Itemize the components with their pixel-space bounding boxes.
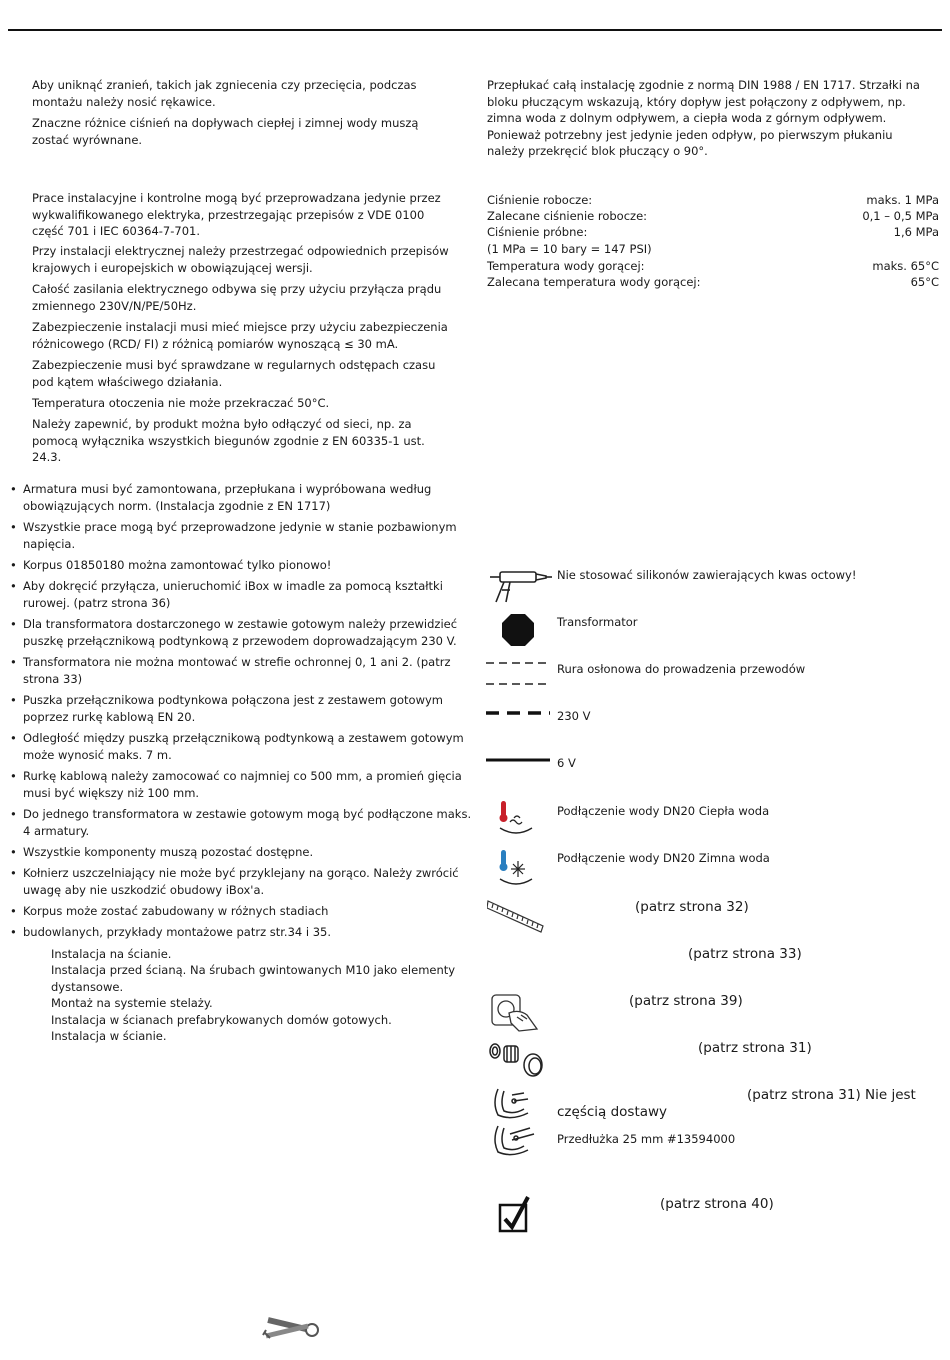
ref-page-31b: (patrz strona 31) Nie jest xyxy=(747,1087,916,1103)
install-type: Instalacja w ścianie. xyxy=(51,1029,167,1043)
line-230v-icon xyxy=(486,709,550,717)
not-included: częścią dostawy xyxy=(557,1104,668,1120)
spec-label: Ciśnienie robocze: xyxy=(487,193,593,207)
spec-label: Temperatura wody gorącej: xyxy=(487,259,645,273)
spec-row xyxy=(487,258,939,275)
spec-row xyxy=(487,241,939,258)
bullet-item: • Armatura musi być zamontowana, przepłukana i wypróbowana według obowiązujących norm. (Instalacja zgodnie z EN 1717) xyxy=(10,481,473,514)
header-rule xyxy=(8,29,942,31)
safety-pressure: Znaczne różnice ciśnień na dopływach ciepłej i zimnej wody muszą zostać wyrównane. xyxy=(32,116,419,147)
legend-transformer: Transformator xyxy=(557,615,638,629)
spec-row xyxy=(487,208,939,225)
bullet-item: • Korpus 01850180 można zamontować tylko pionowo! xyxy=(10,557,473,574)
spec-value: 65°C xyxy=(910,275,939,289)
spec-label: Zalecane ciśnienie robocze: xyxy=(487,209,648,223)
flushing-text: Przepłukać całą instalację zgodnie z normą DIN 1988 / EN 1717. Strzałki na bloku płuczącym wskazują, który dopływ jest połączony z odpływem, np. zimna woda z dolnym odpływem, a ciepła woda z górnym odpływem. Ponieważ potrzebny jest jedynie jeden odpływ, po pierwszym płukaniu należy przekręcić blok płuczący o 90°. xyxy=(487,78,920,158)
spec-row xyxy=(487,274,939,291)
spec-value: 0,1 – 0,5 MPa xyxy=(862,209,939,223)
ref-page-40: (patrz strona 40) xyxy=(660,1196,774,1212)
elec-check: Zabezpieczenie musi być sprawdzane w regularnych odstępach czasu pod kątem właściwego działania. xyxy=(32,358,436,389)
bullet-item: • Puszka przełącznikowa podtynkowa połączona jest z zestawem gotowym poprzez rurkę kablową EN 20. xyxy=(10,692,473,725)
elec-ambient: Temperatura otoczenia nie może przekraczać 50°C. xyxy=(32,396,330,410)
bullet-item: • Do jednego transformatora w zestawie gotowym mogą być podłączone maks. 4 armatury. xyxy=(10,806,473,839)
bullet-item: • Wszystkie komponenty muszą pozostać dostępne. xyxy=(10,844,473,861)
silicone-gun-icon xyxy=(486,568,552,604)
extension-25mm-icon xyxy=(490,1122,538,1158)
bullet-item: • Wszystkie prace mogą być przeprowadzone jedynie w stanie pozbawionym napięcia. xyxy=(10,519,473,552)
bullet-item: • Odległość między puszką przełącznikową podtynkową a zestawem gotowym może wynosić maks. 7 m. xyxy=(10,730,473,763)
bullet-item: • Rurkę kablową należy zamocować co najmniej co 500 mm, a promień gięcia musi być większy niż 100 mm. xyxy=(10,768,473,801)
transformer-icon xyxy=(501,613,535,647)
bullet-item: • Aby dokręcić przyłącza, unieruchomić iBox w imadle za pomocą kształtki rurowej. (patrz strona 36) xyxy=(10,578,473,611)
bullet-item: • Kołnierz uszczelniający nie może być przyklejany na gorąco. Należy zwrócić uwagę aby nie uszkodzić obudowy iBox'a. xyxy=(10,865,473,898)
elec-qualified: Prace instalacyjne i kontrolne mogą być przeprowadzana jedynie przez wykwalifikowanego elektryka, przestrzegając przepisów z VDE 0100 część 701 i IEC 60364-7-701. xyxy=(32,191,441,238)
legend-cold: Podłączenie wody DN20 Zimna woda xyxy=(557,851,770,865)
checkmark-icon xyxy=(497,1195,531,1235)
line-6v-icon xyxy=(486,756,550,764)
legend-6v: 6 V xyxy=(557,756,576,770)
conduit-line-icon xyxy=(486,660,550,688)
fittings-icon xyxy=(487,1038,545,1078)
legend-conduit: Rura osłonowa do prowadzenia przewodów xyxy=(557,662,806,676)
legend-extension: Przedłużka 25 mm #13594000 xyxy=(557,1132,736,1146)
install-type: Instalacja na ścianie. xyxy=(51,947,172,961)
spec-row xyxy=(487,224,939,241)
bullet-item: • Dla transformatora dostarczonego w zestawie gotowym należy przewidzieć puszkę przełącznikową podtynkową z przewodem doprowadzającym 230 V. xyxy=(10,616,473,649)
ref-page-39: (patrz strona 39) xyxy=(629,993,743,1009)
extension-icon xyxy=(490,1085,538,1121)
bullet-item: • Transformatora nie można montować w strefie ochronnej 0, 1 ani 2. (patrz strona 33) xyxy=(10,654,473,687)
elec-regulations: Przy instalacji elektrycznej należy przestrzegać odpowiednich przepisów krajowych i europejskich w obowiązującej wersji. xyxy=(32,244,449,275)
legend-silicone: Nie stosować silikonów zawierających kwas octowy! xyxy=(557,568,857,582)
legend-230v: 230 V xyxy=(557,709,591,723)
install-type: Montaż na systemie stelaży. xyxy=(51,996,213,1010)
elec-supply: Całość zasilania elektrycznego odbywa się przy użyciu przyłącza prądu zmiennego 230V/N/PE/50Hz. xyxy=(32,282,442,313)
spec-value: maks. 1 MPa xyxy=(866,193,939,207)
spec-label: Ciśnienie próbne: xyxy=(487,225,588,239)
bullet-item: • Korpus może zostać zabudowany w różnych stadiach xyxy=(10,903,473,920)
bullet-item: • budowlanych, przykłady montażowe patrz str.34 i 35. xyxy=(10,924,473,941)
hot-water-icon xyxy=(496,798,536,838)
elec-disconnect: Należy zapewnić, by produkt można było odłączyć od sieci, np. za pomocą wyłącznika wszystkich biegunów zgodnie z EN 60335-1 ust. 24.3. xyxy=(32,417,425,464)
spec-value: 1,6 MPa xyxy=(893,225,939,239)
ref-page-32: (patrz strona 32) xyxy=(635,899,749,915)
ref-page-33: (patrz strona 33) xyxy=(688,946,802,962)
elec-rcd: Zabezpieczenie instalacji musi mieć miejsce przy użyciu zabezpieczenia różnicowego (RCD/ FI) z różnicą pomiarów wynoszącą ≤ 30 mA. xyxy=(32,320,448,351)
spec-label: (1 MPa = 10 bary = 147 PSI) xyxy=(487,242,652,256)
safety-gloves: Aby uniknąć zranień, takich jak zgniecenia czy przecięcia, podczas montażu należy nosić rękawice. xyxy=(32,78,417,109)
ruler-icon xyxy=(487,898,545,938)
hand-tool-icon xyxy=(489,991,541,1033)
spec-value: maks. 65°C xyxy=(872,259,939,273)
install-type: Instalacja w ścianach prefabrykowanych domów gotowych. xyxy=(51,1013,392,1027)
wrench-icon xyxy=(262,1308,320,1348)
ref-page-31a: (patrz strona 31) xyxy=(698,1040,812,1056)
spec-row xyxy=(487,192,939,209)
legend-hot: Podłączenie wody DN20 Ciepła woda xyxy=(557,804,770,818)
spec-label: Zalecana temperatura wody gorącej: xyxy=(487,275,701,289)
cold-water-icon xyxy=(496,847,536,887)
install-type: Instalacja przed ścianą. Na śrubach gwintowanych M10 jako elementy dystansowe. xyxy=(51,963,456,994)
